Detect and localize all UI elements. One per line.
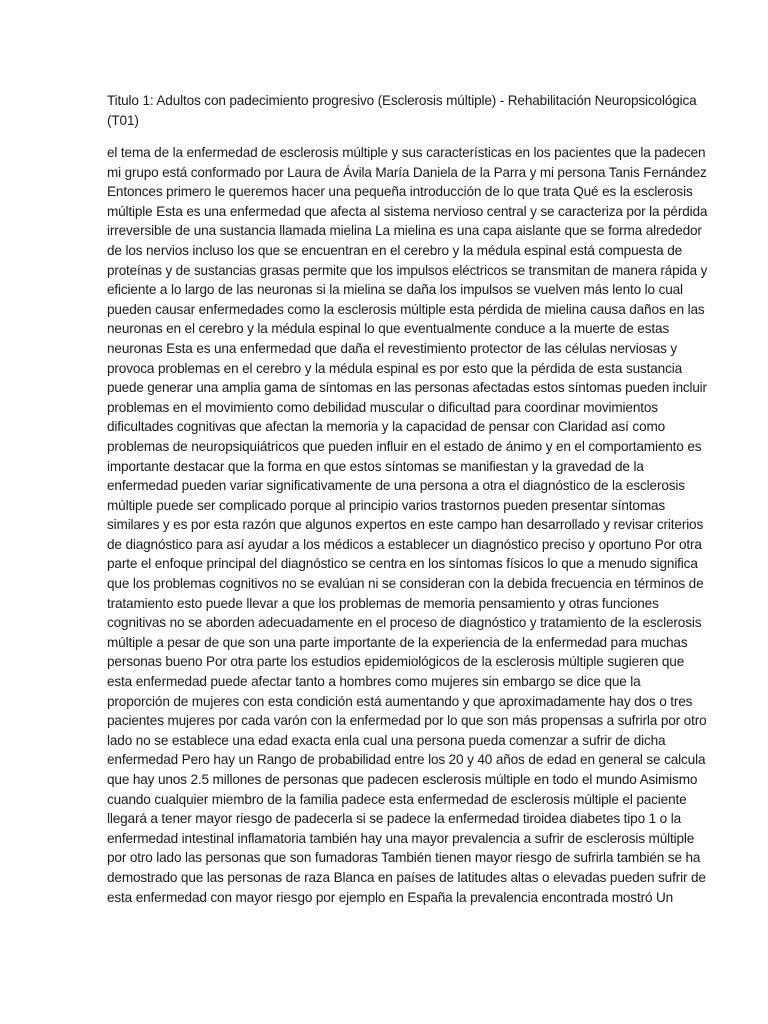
body-line: neuronas Esta es una enfermedad que daña el revestimiento protector de las células nerviosas y	[107, 340, 678, 356]
body-line: por otro lado las personas que son fumadoras También tienen mayor riesgo de sufrirla también se ha	[107, 850, 701, 866]
body-line: pueden causar enfermedades como la esclerosis múltiple esta pérdida de mielina causa daños en las	[107, 301, 705, 317]
body-line: cognitivas no se aborden adecuadamente en el proceso de diagnóstico y tratamiento de la esclerosis	[107, 615, 702, 631]
title-line: (T01)	[107, 113, 139, 128]
body-line: múltiple Esta es una enfermedad que afecta al sistema nervioso central y se caracteriza por la pérdida	[107, 203, 708, 219]
body-line: eficiente a lo largo de las neuronas si la mielina se daña los impulsos se vuelven más lento lo cual	[107, 282, 683, 298]
body-line: pacientes mujeres por cada varón con la enfermedad por lo que son más propensas a sufrirla por otro	[107, 713, 707, 729]
body-line: múltiple a pesar de que son una parte importante de la experiencia de la enfermedad para muchas	[107, 634, 688, 650]
document-body	[107, 143, 708, 907]
body-line: neuronas en el cerebro y la médula espinal lo que eventualmente conduce a la muerte de estas	[107, 321, 670, 337]
body-line: llegará a tener mayor riesgo de padecerla si se padece la enfermedad tiroidea diabetes tipo 1 o la	[107, 811, 681, 827]
body-line: Entonces primero le queremos hacer una pequeña introducción de lo que trata Qué es la esclerosis	[107, 184, 693, 200]
body-line: puede generar una amplia gama de síntomas en las personas afectadas estos síntomas pueden incluir	[107, 380, 707, 396]
body-line: dificultades cognitivas que afectan la memoria y la capacidad de pensar con Claridad así como	[107, 419, 666, 435]
body-line: mi grupo está conformado por Laura de Ávila María Daniela de la Parra y mi persona Tanis Fernández	[107, 164, 707, 180]
body-line: importante destacar que la forma en que estos síntomas se manifiestan y la gravedad de la	[107, 458, 644, 474]
body-line: provoca problemas en el cerebro y la médula espinal es por esto que la pérdida de esta sustancia	[107, 360, 683, 376]
body-line: esta enfermedad puede afectar tanto a hombres como mujeres sin embargo se dice que la	[107, 674, 641, 690]
title-line: Titulo 1: Adultos con padecimiento progresivo (Esclerosis múltiple) - Rehabilitación Neuropsicológica	[107, 93, 697, 108]
body-line: el tema de la enfermedad de esclerosis múltiple y sus características en los pacientes que la padecen	[107, 145, 706, 160]
body-line: irreversible de una sustancia llamada mielina La mielina es una capa aislante que se forma alrededor	[107, 223, 702, 239]
body-line: enfermedad Pero hay un Rango de probabilidad entre los 20 y 40 años de edad en general se calcula	[107, 752, 706, 768]
body-line: personas bueno Por otra parte los estudios epidemiológicos de la esclerosis múltiple sugieren que	[107, 654, 685, 670]
body-line: problemas de neuropsiquiátricos que pueden influir en el estado de ánimo y en el comportamiento es	[107, 438, 702, 454]
body-line: múltiple puede ser complicado porque al principio varios trastornos pueden presentar síntomas	[107, 497, 666, 513]
body-line: que hay unos 2.5 millones de personas que padecen esclerosis múltiple en todo el mundo Asimismo	[107, 772, 698, 787]
body-line: problemas en el movimiento como debilidad muscular o dificultad para coordinar movimientos	[107, 399, 658, 415]
body-line: tratamiento esto puede llevar a que los problemas de memoria pensamiento y otras funciones	[107, 595, 659, 611]
body-line: esta enfermedad con mayor riesgo por ejemplo en España la prevalencia encontrada mostró Un	[107, 889, 674, 905]
body-line: cuando cualquier miembro de la familia padece esta enfermedad de esclerosis múltiple el paciente	[107, 791, 687, 807]
body-line: proporción de mujeres con esta condición está aumentando y que aproximadamente hay dos o tres	[107, 693, 693, 709]
body-line: de los nervios incluso los que se encuentran en el cerebro y la médula espinal está compuesta de	[107, 242, 683, 258]
body-line: de diagnóstico para así ayudar a los médicos a establecer un diagnóstico preciso y oportuno Por otra	[107, 536, 702, 552]
body-line: demostrado que las personas de raza Blanca en países de latitudes altas o elevadas pueden sufrir de	[107, 869, 706, 885]
body-line: proteínas y de sustancias grasas permite que los impulsos eléctricos se transmitan de manera rápida y	[107, 262, 708, 278]
document-title	[107, 91, 697, 131]
body-line: enfermedad pueden variar significativamente de una persona a otra el diagnóstico de la esclerosis	[107, 478, 685, 494]
body-line: similares y es por esta razón que algunos expertos en este campo han desarrollado y revisar criterios	[107, 517, 704, 533]
body-line: parte el enfoque principal del diagnóstico se centra en los síntomas físicos lo que a menudo significa	[107, 556, 698, 572]
body-line: que los problemas cognitivos no se evalúan ni se consideran con la debida frecuencia en términos de	[107, 576, 704, 592]
body-line: enfermedad intestinal inflamatoria también hay una mayor prevalencia a sufrir de esclerosis múltiple	[107, 830, 695, 846]
body-line: lado no se establece una edad exacta enla cual una persona pueda comenzar a sufrir de dicha	[107, 732, 666, 748]
